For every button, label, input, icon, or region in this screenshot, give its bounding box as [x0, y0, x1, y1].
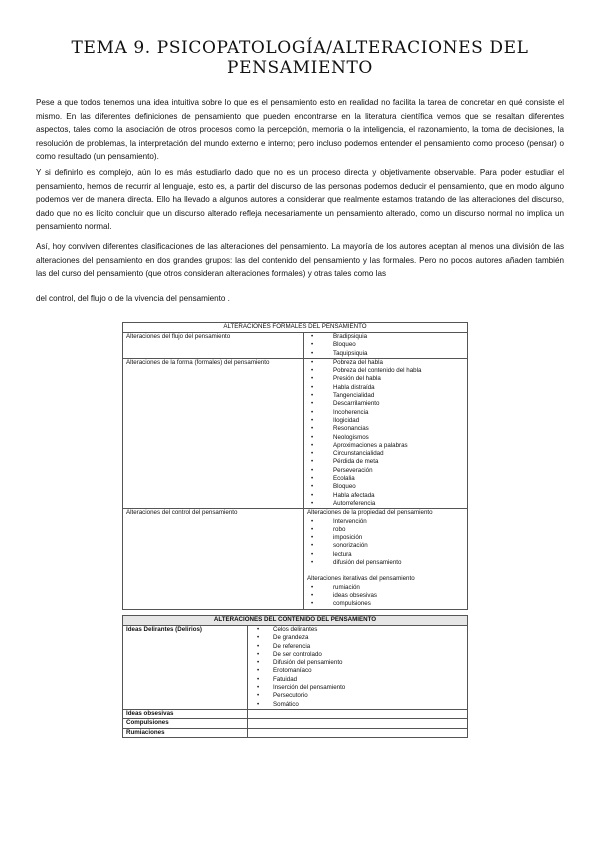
- list-item: • Circunstancialidad: [333, 450, 464, 458]
- list-item: • De referencia: [273, 643, 464, 651]
- list-item: • Fatuidad: [273, 676, 464, 684]
- list-item: • lectura: [333, 551, 464, 559]
- table-cell-items: [248, 626, 468, 710]
- table-row: [123, 333, 468, 359]
- list-item: • Perseveración: [333, 467, 464, 475]
- subgroup-title: Alteraciones iterativas del pensamiento: [307, 575, 415, 583]
- table-row: [123, 626, 468, 710]
- table-cell-items: [304, 358, 468, 508]
- list-item: • Difusión del pensamiento: [273, 659, 464, 667]
- list-item: • Persecutorio: [273, 692, 464, 700]
- list-item: • Inserción del pensamiento: [273, 684, 464, 692]
- content-table-header: ALTERACIONES DEL CONTENIDO DEL PENSAMIENTO: [123, 616, 468, 626]
- list-item: • Incoherencia: [333, 409, 464, 417]
- table-cell-items: [304, 509, 468, 609]
- list-item: • Resonancias: [333, 425, 464, 433]
- list-item: • robo: [333, 526, 464, 534]
- table-cell-category: Alteraciones del flujo del pensamiento: [123, 333, 304, 359]
- list-item: • Pérdida de meta: [333, 458, 464, 466]
- list-item: • Bloqueo: [333, 483, 464, 491]
- table-cell-items: [304, 333, 468, 359]
- list-item: • Habla distraída: [333, 384, 464, 392]
- table-row: [123, 719, 468, 728]
- bullet-list: [251, 626, 464, 709]
- list-item: • De ser controlado: [273, 651, 464, 659]
- list-item: • Autorreferencia: [333, 500, 464, 508]
- list-item: • Aproximaciones a palabras: [333, 442, 464, 450]
- list-item: • difusión del pensamiento: [333, 559, 464, 567]
- table-cell-category: Ideas obsesivas: [123, 709, 248, 718]
- content-alterations-table: [122, 615, 468, 738]
- spacer: [307, 567, 464, 575]
- table-cell-category: Alteraciones de la forma (formales) del pensamiento: [123, 358, 304, 508]
- list-item: • Pobreza del contenido del habla: [333, 367, 464, 375]
- list-item: • Erotomaníaco: [273, 667, 464, 675]
- bullet-list: [307, 359, 464, 508]
- list-item: • Presión del habla: [333, 375, 464, 383]
- bullet-list: [307, 518, 464, 568]
- list-item: • Taquipsiquia: [333, 350, 464, 358]
- table-cell-category: Alteraciones del control del pensamiento: [123, 509, 304, 609]
- paragraph-study: Y si definirlo es complejo, aún lo es más estudiarlo dado que no es un proceso directa y objetivamente observable. Para poder estudiar el pensamiento, hemos de recurrir al lenguaje, esto es, a partir del discurso de las personas podemos deducir el pensamiento, que en modo alguno podemos ver de manera directa. Ello ha llevado a algunos autores a considerar que realmente estamos tratando de las alteraciones del discurso, dado que no es lícito concluir que un discurso alterado refleja necesariamente un pensamiento alterado, como un discurso normal no implica un pensamiento normal.: [36, 168, 564, 231]
- list-item: • Tangencialidad: [333, 392, 464, 400]
- table-cell-category: Rumiaciones: [123, 728, 248, 737]
- table-row: [123, 709, 468, 718]
- paragraph-continuation: del control, del flujo o de la vivencia del pensamiento .: [36, 294, 230, 303]
- list-item: • Habla afectada: [333, 492, 464, 500]
- table-row: [123, 509, 468, 609]
- list-item: • Ilogicidad: [333, 417, 464, 425]
- list-item: • compulsiones: [333, 600, 464, 608]
- bullet-list: [307, 333, 464, 358]
- list-item: • ideas obsesivas: [333, 592, 464, 600]
- table-cell-value: [248, 728, 468, 737]
- list-item: • Somático: [273, 701, 464, 709]
- paragraph-classifications: Así, hoy conviven diferentes clasificaciones de las alteraciones del pensamiento. La mayoría de los autores aceptan al menos una división de las alteraciones del pensamiento en dos grandes grupos: las del contenido del pensamiento y las formales. Pero no pocos autores añaden también las del curso del pensamiento (que otros consideran alteraciones formales) y otras tales como las: [36, 242, 564, 278]
- list-item: • Bradipsiquia: [333, 333, 464, 341]
- formal-table-header: ALTERACIONES FORMALES DEL PENSAMIENTO: [123, 323, 468, 333]
- paragraph-intro: Pese a que todos tenemos una idea intuitiva sobre lo que es el pensamiento esto en realidad no facilita la tarea de concretar en qué consiste el mismo. En las diferentes definiciones de pensamiento que pueden encontrarse en la literatura científica vemos que se resaltan diferentes aspectos, tales como la asociación de otros procesos como la percepción, memoria o la inteligencia, el razonamiento, la toma de decisiones, la resolución de problemas, la interpretación del mundo externo e interno; pero incluso podemos entender el pensamiento como proceso (pensar) o como resultado (un pensamiento).: [36, 98, 564, 161]
- table-row: [123, 358, 468, 508]
- list-item: • Descarrilamiento: [333, 400, 464, 408]
- list-item: • Pobreza del habla: [333, 359, 464, 367]
- list-item: • De grandeza: [273, 634, 464, 642]
- list-item: • Intervención: [333, 518, 464, 526]
- subgroup-title: Alteraciones de la propiedad del pensamiento: [307, 509, 433, 517]
- list-item: • imposición: [333, 534, 464, 542]
- table-cell-category: Ideas Delirantes (Delirios): [123, 626, 248, 710]
- list-item: • sonorización: [333, 542, 464, 550]
- table-row: [123, 728, 468, 737]
- bullet-list: [307, 584, 464, 609]
- list-item: • Bloqueo: [333, 341, 464, 349]
- list-item: • Celos delirantes: [273, 626, 464, 634]
- table-cell-category: Compulsiones: [123, 719, 248, 728]
- list-item: • Ecolalia: [333, 475, 464, 483]
- formal-alterations-table: [122, 322, 468, 610]
- list-item: • rumiación: [333, 584, 464, 592]
- table-cell-value: [248, 709, 468, 718]
- page-title: TEMA 9. PSICOPATOLOGÍA/ALTERACIONES DEL PENSAMIENTO: [71, 38, 529, 78]
- list-item: • Neologismos: [333, 434, 464, 442]
- table-cell-value: [248, 719, 468, 728]
